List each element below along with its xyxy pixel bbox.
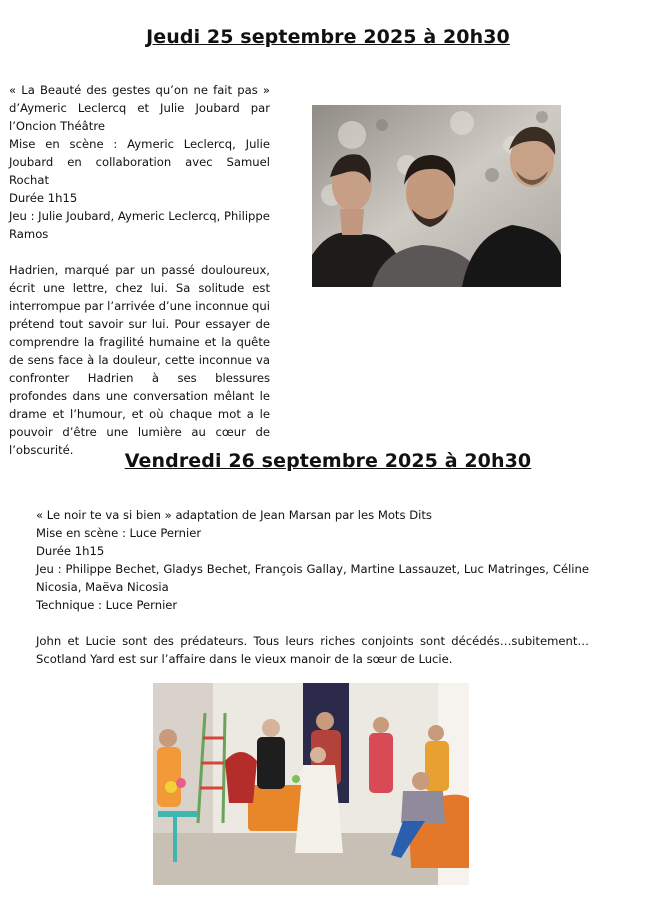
event1-synopsis: Hadrien, marqué par un passé douloureux, écrit une lettre, chez lui. Sa solitude est interrompue par l’arrivée d’une inconnue qui prétend tout savoir sur lui. Pour essayer de comprendre la fragilité humaine et la quête de sens face à la douleur, cette inconnue va confronter Hadrien à ses blessures profondes dans une conversation mêlant le drame et l’humour, et où chaque mot a le pouvoir d’être une lumière au cœur de l’obscurité. <box>9 263 270 457</box>
event2-photo-illustration <box>153 683 469 885</box>
event2-title-line: « Le noir te va si bien » adaptation de Jean Marsan par les Mots Dits <box>36 508 432 522</box>
event2-details <box>36 506 589 668</box>
event1-duree: Durée 1h15 <box>9 191 78 205</box>
event2-duree: Durée 1h15 <box>36 544 105 558</box>
event2-heading: Vendredi 26 septembre 2025 à 20h30 <box>124 450 532 472</box>
event2-jeu: Jeu : Philippe Bechet, Gladys Bechet, François Gallay, Martine Lassauzet, Luc Matringes, Céline Nicosia, Maëva Nicosia <box>36 562 589 594</box>
event2-technique: Technique : Luce Pernier <box>36 598 178 612</box>
event1-mise-en-scene: Mise en scène : Aymeric Leclercq, Julie Joubard en collaboration avec Samuel Rochat <box>9 137 270 187</box>
event2-synopsis: John et Lucie sont des prédateurs. Tous leurs riches conjoints sont décédés…subitement… Scotland Yard est sur l’affaire dans le vieux manoir de la sœur de Lucie. <box>36 634 589 666</box>
event2-photo <box>153 683 469 885</box>
event1-photo <box>312 105 561 287</box>
event1-photo-illustration <box>312 105 561 287</box>
event1-heading: Jeudi 25 septembre 2025 à 20h30 <box>146 26 510 48</box>
event2-mise-en-scene: Mise en scène : Luce Pernier <box>36 526 202 540</box>
event1-title-line: « La Beauté des gestes qu’on ne fait pas » d’Aymeric Leclercq et Julie Joubard par l’Oncion Théâtre <box>9 83 270 133</box>
event1-details <box>9 81 270 459</box>
event1-jeu: Jeu : Julie Joubard, Aymeric Leclercq, Philippe Ramos <box>9 209 270 241</box>
